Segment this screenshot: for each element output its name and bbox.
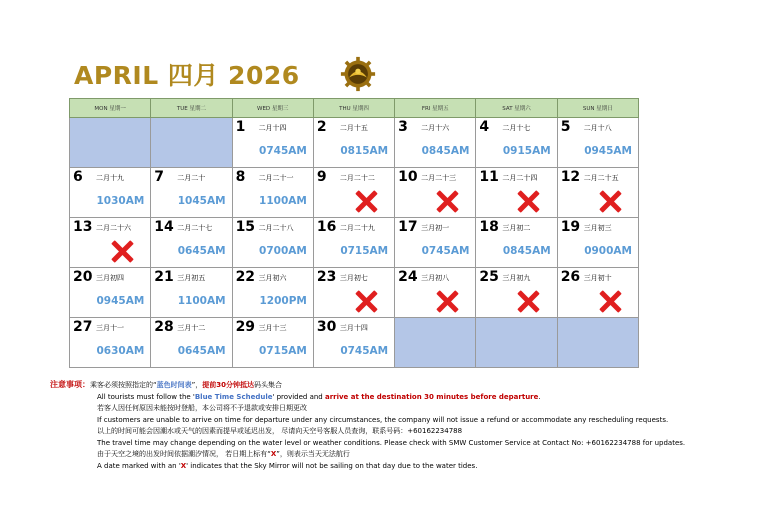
day-number: 29 (235, 319, 256, 335)
notice-line-1 (50, 379, 750, 392)
day-number: 10 (398, 169, 418, 185)
day-cell (395, 268, 476, 318)
day-number: 19 (560, 219, 581, 235)
notice-highlight: 蓝色时间表 (156, 381, 192, 389)
day-cell (476, 268, 557, 318)
day-number: 23 (316, 269, 337, 285)
notice-text: ' provided and (272, 392, 325, 401)
departure-time: 1100AM (177, 295, 226, 307)
weekday-header: SUN 星期日 (557, 99, 638, 118)
day-cell (313, 318, 394, 368)
lunar-date: 三月初六 (258, 274, 287, 282)
day-cell (232, 318, 313, 368)
lunar-date: 二月十四 (258, 124, 287, 132)
notice-highlight: 提前30分钟抵达 (202, 381, 255, 389)
day-number: 27 (73, 319, 93, 335)
empty-day-cell (151, 118, 232, 168)
no-sailing-x-icon (435, 189, 459, 213)
day-number: 16 (316, 219, 337, 235)
departure-time: 0700AM (259, 245, 307, 257)
day-cell (70, 218, 151, 268)
departure-time: 0745AM (259, 145, 307, 157)
notice-line-6: The travel time may change depending on the water level or weather conditions. Please check with SMW Customer Service at Contact No: +60162234788 for updates. (97, 438, 686, 447)
day-number: 11 (479, 169, 499, 185)
day-cell (395, 168, 476, 218)
notice-line-3: 若客人因任何原因未能按时登船，本公司将不予退款或安排日期更改 (97, 404, 307, 412)
departure-time: 0645AM (177, 345, 226, 357)
weekday-header-row (70, 99, 639, 118)
day-cell (151, 318, 232, 368)
no-sailing-x-icon (516, 289, 540, 313)
day-number: 7 (154, 169, 165, 185)
day-number: 5 (560, 119, 571, 135)
notice-text: All tourists must follow the ' (97, 392, 195, 401)
day-number: 30 (316, 319, 337, 335)
lunar-date: 二月二十五 (583, 174, 619, 182)
day-cell (476, 218, 557, 268)
lunar-date: 三月初十 (583, 274, 612, 282)
day-cell (557, 118, 638, 168)
lunar-date: 二月二十三 (421, 174, 457, 182)
day-cell (557, 168, 638, 218)
departure-time: 0915AM (502, 145, 551, 157)
day-cell (232, 118, 313, 168)
lunar-date: 三月初八 (421, 274, 450, 282)
day-cell (232, 218, 313, 268)
notice-line-5: 以上的时间可能会因潮水或天气的因素而提早或延迟出发， 尽请向天空号客服人员查询，联系号码：+60162234788 (97, 427, 463, 435)
day-cell (313, 268, 394, 318)
lunar-date: 三月初二 (502, 224, 531, 232)
notice-line-8 (50, 461, 750, 473)
empty-day-cell (476, 318, 557, 368)
departure-time: 0745AM (421, 245, 470, 257)
lunar-date: 二月十六 (421, 124, 450, 132)
lunar-date: 二月二十六 (96, 224, 131, 232)
lunar-date: 二月十九 (96, 174, 124, 182)
day-number: 18 (479, 219, 499, 235)
departure-time: 0745AM (340, 345, 389, 357)
day-number: 2 (316, 119, 327, 135)
notice-text: . (538, 392, 541, 401)
day-number: 1 (235, 119, 246, 135)
no-sailing-x-icon (598, 189, 622, 213)
day-cell (313, 118, 394, 168)
weekday-header: THU 星期四 (313, 99, 394, 118)
day-number: 3 (398, 119, 408, 135)
notice-highlight: X (180, 461, 187, 470)
departure-time: 0845AM (502, 245, 551, 257)
day-number: 24 (398, 269, 418, 285)
day-number: 26 (560, 269, 581, 285)
calendar-week-row (70, 318, 639, 368)
lunar-date: 三月初三 (583, 224, 612, 232)
day-cell (70, 268, 151, 318)
day-cell (395, 118, 476, 168)
day-number: 25 (479, 269, 499, 285)
weekday-header: SAT 星期六 (476, 99, 557, 118)
day-cell (70, 318, 151, 368)
lunar-date: 三月初一 (421, 224, 450, 232)
day-cell (476, 168, 557, 218)
lunar-date: 二月十七 (502, 124, 531, 132)
notice-text: ”，则表示当天无法航行 (276, 450, 350, 458)
departure-time: 0630AM (96, 345, 145, 357)
calendar-grid (69, 98, 639, 368)
lunar-date: 三月初七 (339, 274, 368, 282)
notice-text: 由于天空之境的出发时间依据潮汐情况， 若日期上标有“ (97, 450, 271, 458)
departure-time: 0715AM (340, 245, 389, 257)
day-cell (476, 118, 557, 168)
departure-time: 0815AM (340, 145, 389, 157)
lunar-date: 三月初五 (177, 274, 206, 282)
notice-highlight: arrive at the destination 30 minutes before departure (324, 392, 539, 401)
lunar-date: 二月二十七 (177, 224, 213, 232)
day-number: 13 (73, 219, 93, 235)
day-cell (232, 168, 313, 218)
departure-time: 1045AM (177, 195, 226, 207)
notice-highlight: X (270, 450, 277, 458)
day-cell (151, 218, 232, 268)
day-cell (151, 168, 232, 218)
day-number: 21 (154, 269, 174, 285)
lunar-date: 二月十八 (583, 124, 612, 132)
day-cell (395, 218, 476, 268)
departure-time: 0945AM (96, 295, 145, 307)
weekday-header: FRI 星期五 (395, 99, 476, 118)
lunar-date: 二月二十九 (339, 224, 375, 232)
day-number: 14 (154, 219, 174, 235)
lunar-date: 二月十五 (339, 124, 368, 132)
no-sailing-x-icon (598, 289, 622, 313)
calendar-week-row (70, 118, 639, 168)
no-sailing-x-icon (354, 189, 378, 213)
lunar-date: 二月二十二 (339, 174, 375, 182)
departure-time: 0715AM (259, 345, 307, 357)
day-number: 17 (398, 219, 418, 235)
departure-time: 0900AM (584, 245, 632, 257)
lunar-date: 二月二十 (177, 174, 206, 182)
calendar-week-row (70, 218, 639, 268)
departure-time: 1200PM (259, 295, 307, 307)
day-cell (557, 218, 638, 268)
lunar-date: 二月二十四 (502, 174, 538, 182)
notice-text: A date marked with an ' (97, 461, 181, 470)
notice-section (50, 379, 750, 472)
no-sailing-x-icon (435, 289, 459, 313)
lunar-date: 三月十四 (339, 324, 368, 332)
day-number: 6 (73, 169, 83, 185)
day-number: 15 (235, 219, 256, 235)
notice-line-2 (50, 392, 750, 404)
empty-day-cell (395, 318, 476, 368)
gear-emblem-icon (340, 56, 376, 92)
day-number: 28 (154, 319, 174, 335)
day-number: 8 (235, 169, 246, 185)
calendar-week-row (70, 168, 639, 218)
no-sailing-x-icon (516, 189, 540, 213)
day-number: 4 (479, 119, 490, 135)
lunar-date: 二月二十一 (258, 174, 294, 182)
notice-text: ' indicates that the Sky Mirror will not be sailing on that day due to the water tides. (186, 461, 478, 470)
notice-highlight: Blue Time Schedule (194, 392, 273, 401)
notice-line-7 (50, 449, 750, 461)
weekday-header: MON 星期一 (70, 99, 151, 118)
departure-time: 1030AM (96, 195, 145, 207)
departure-time: 0645AM (177, 245, 226, 257)
lunar-date: 三月十三 (258, 324, 287, 332)
day-cell (151, 268, 232, 318)
empty-day-cell (557, 318, 638, 368)
page-title: APRIL 四月 2026 (74, 61, 300, 90)
departure-time: 0945AM (584, 145, 632, 157)
weekday-header: WED 星期三 (232, 99, 313, 118)
day-number: 20 (73, 269, 93, 285)
no-sailing-x-icon (354, 289, 378, 313)
empty-day-cell (70, 118, 151, 168)
notice-line-4: If customers are unable to arrive on time for departure under any circumstances, the company will not issue a refund or accommodate any rescheduling requests. (97, 415, 669, 424)
lunar-date: 三月十二 (177, 324, 206, 332)
day-cell (313, 168, 394, 218)
no-sailing-x-icon (110, 239, 134, 263)
day-number: 22 (235, 269, 256, 285)
lunar-date: 三月初四 (96, 274, 124, 282)
weekday-header: TUE 星期二 (151, 99, 232, 118)
day-cell (70, 168, 151, 218)
day-cell (232, 268, 313, 318)
notice-text: 码头集合 (254, 381, 283, 389)
departure-time: 1100AM (259, 195, 307, 207)
day-cell (313, 218, 394, 268)
lunar-date: 三月十一 (96, 324, 124, 332)
departure-time: 0845AM (421, 145, 470, 157)
day-number: 9 (316, 169, 327, 185)
calendar-week-row (70, 268, 639, 318)
notice-text: ”， (191, 381, 203, 389)
day-cell (557, 268, 638, 318)
notice-label: 注意事项： (50, 380, 90, 389)
notice-text: 乘客必须按照指定的“ (90, 381, 157, 389)
day-number: 12 (560, 169, 581, 185)
lunar-date: 二月二十八 (258, 224, 294, 232)
lunar-date: 三月初九 (502, 274, 531, 282)
